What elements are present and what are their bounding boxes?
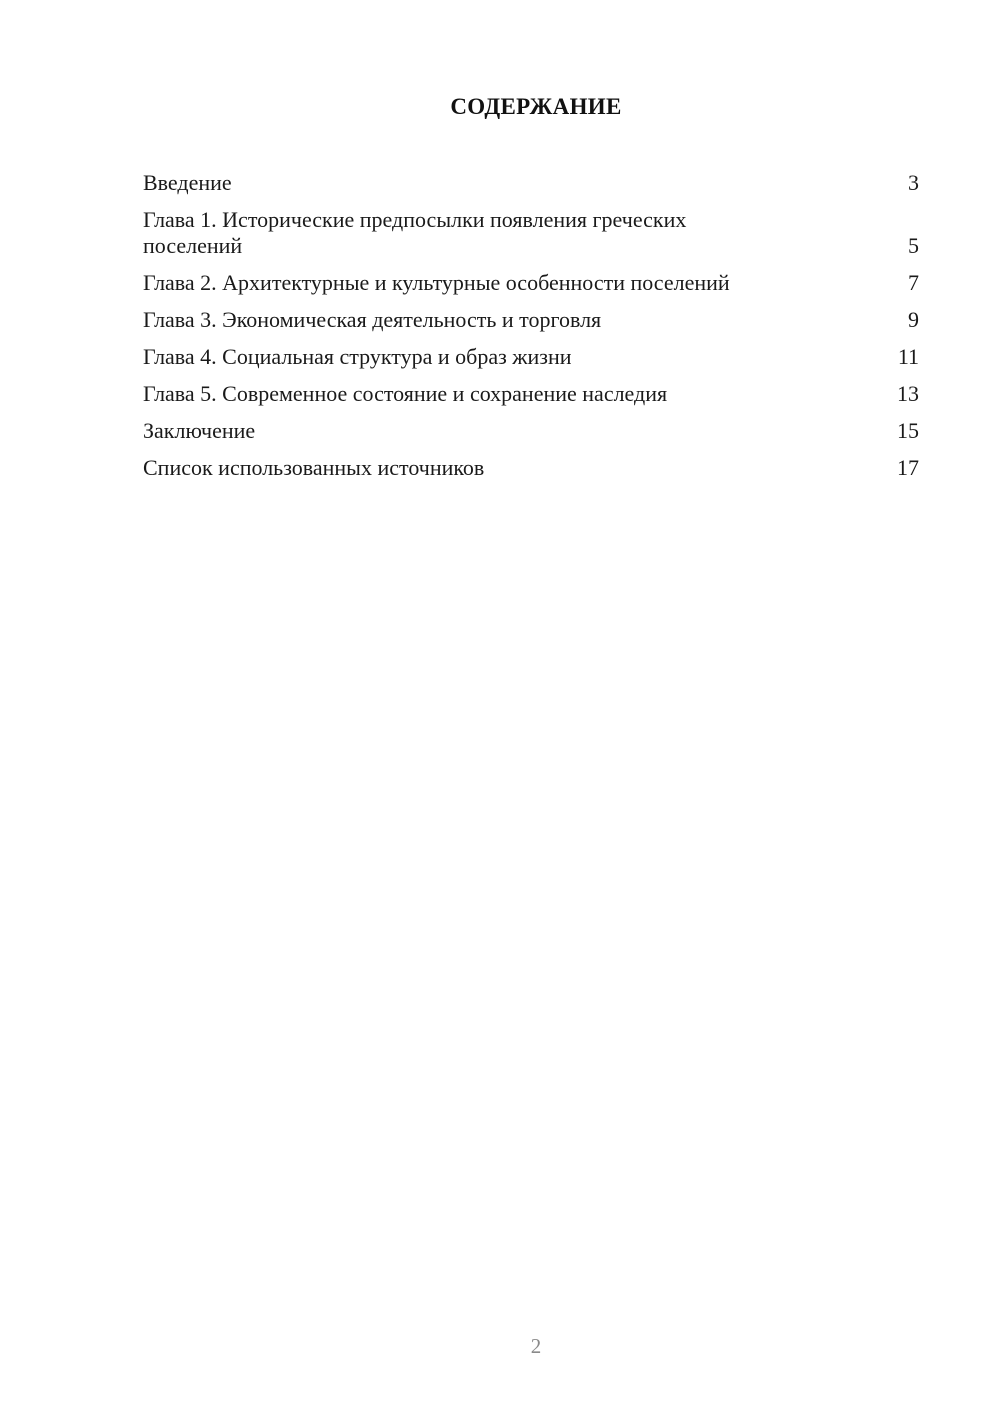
toc-entry-page: 3 bbox=[908, 170, 919, 195]
toc-entry-chapter-3 bbox=[143, 307, 919, 333]
toc-entry-title: Введение bbox=[143, 170, 232, 195]
toc-entry-page: 9 bbox=[908, 307, 919, 332]
toc-entry-references bbox=[143, 455, 919, 481]
toc-list bbox=[143, 170, 919, 492]
toc-entry-chapter-4 bbox=[143, 344, 919, 370]
toc-entry-title: Глава 5. Современное состояние и сохранение наследия bbox=[143, 381, 668, 406]
toc-entry-chapter-1 bbox=[143, 207, 919, 259]
toc-entry-title: Глава 4. Социальная структура и образ жизни bbox=[143, 344, 572, 369]
page-number: 2 bbox=[530, 1334, 542, 1358]
toc-entry-title: Заключение bbox=[143, 418, 256, 443]
toc-entry-page: 5 bbox=[908, 233, 919, 258]
toc-entry-chapter-5 bbox=[143, 381, 919, 407]
toc-entry-page: 7 bbox=[908, 270, 919, 295]
toc-entry-page: 13 bbox=[897, 381, 919, 406]
toc-entry-title: Глава 3. Экономическая деятельность и торговля bbox=[143, 307, 602, 332]
toc-entry-introduction bbox=[143, 170, 919, 196]
toc-entry-page: 11 bbox=[897, 344, 919, 369]
toc-heading: СОДЕРЖАНИЕ bbox=[450, 94, 622, 119]
toc-entry-title: Глава 1. Исторические предпосылки появления греческих поселений bbox=[143, 207, 687, 258]
toc-entry-chapter-2 bbox=[143, 270, 919, 296]
toc-entry-page: 17 bbox=[897, 455, 919, 480]
toc-entry-title: Список использованных источников bbox=[143, 455, 485, 480]
toc-entry-page: 15 bbox=[897, 418, 919, 443]
toc-entry-title: Глава 2. Архитектурные и культурные особенности поселений bbox=[143, 270, 730, 295]
toc-entry-conclusion bbox=[143, 418, 919, 444]
